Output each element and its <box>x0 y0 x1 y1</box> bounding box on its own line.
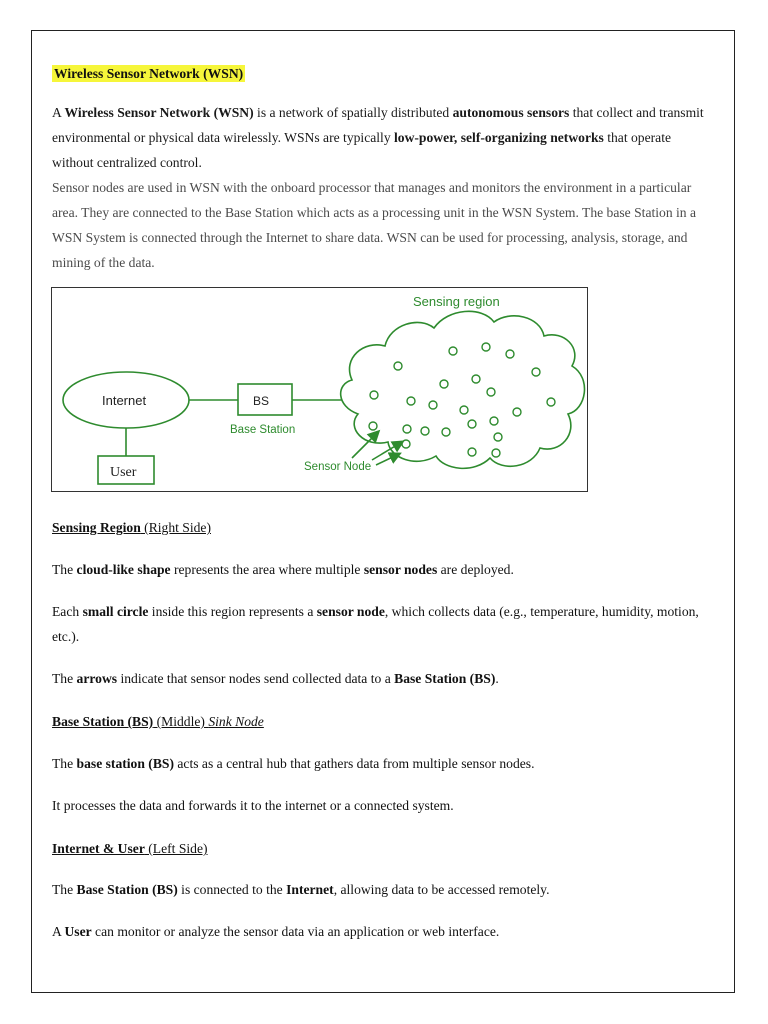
sensing-line-1: The cloud-like shape represents the area where multiple sensor nodes are deployed. <box>52 562 514 577</box>
base-station-line-1: The base station (BS) acts as a central hub that gathers data from multiple sensor nodes. <box>52 756 535 771</box>
document-heading: Wireless Sensor Network (WSN) <box>54 66 244 81</box>
sensor-nodes-paragraph: Sensor nodes are used in WSN with the onboard processor that manages and monitors the environment in a particular area. They are connected to the Base Station which acts as a processing unit in the WSN System. The base Station in a WSN System is connected through the Internet to share data. WSN can be used for processing, analysis, storage, and mining of the data. <box>52 180 697 270</box>
sensing-line-2: Each small circle inside this region represents a sensor node, which collects data (e.g., temperature, humidity, motion, etc.). <box>52 604 699 644</box>
sensing-cloud <box>341 311 585 468</box>
internet-user-line-1: The Base Station (BS) is connected to the Internet, allowing data to be accessed remotely. <box>52 882 550 897</box>
section-heading-sensing-region: Sensing Region (Right Side) <box>52 520 211 535</box>
bs-label: BS <box>253 394 270 408</box>
sensing-region-label: Sensing region <box>413 294 500 309</box>
wsn-diagram <box>51 287 588 492</box>
sensor-node-label: Sensor Node <box>304 461 372 473</box>
intro-paragraph: A Wireless Sensor Network (WSN) is a network of spatially distributed autonomous sensors that collect and transmit environmental or physical data wirelessly. WSNs are typically low-power, self-organizing networks that operate without centralized control. <box>52 105 704 170</box>
base-station-label: Base Station <box>230 424 296 436</box>
section-heading-internet-user: Internet & User (Left Side) <box>52 841 208 856</box>
sensor-nodes <box>369 343 555 457</box>
wsn-diagram-svg <box>52 288 587 491</box>
internet-label: Internet <box>102 393 147 408</box>
sensing-line-3: The arrows indicate that sensor nodes send collected data to a Base Station (BS). <box>52 671 499 686</box>
internet-user-line-2: A User can monitor or analyze the sensor data via an application or web interface. <box>52 924 500 939</box>
section-heading-base-station: Base Station (BS) (Middle) Sink Node <box>52 714 264 729</box>
user-label: User <box>110 465 137 480</box>
base-station-line-2: It processes the data and forwards it to the internet or a connected system. <box>52 798 454 813</box>
